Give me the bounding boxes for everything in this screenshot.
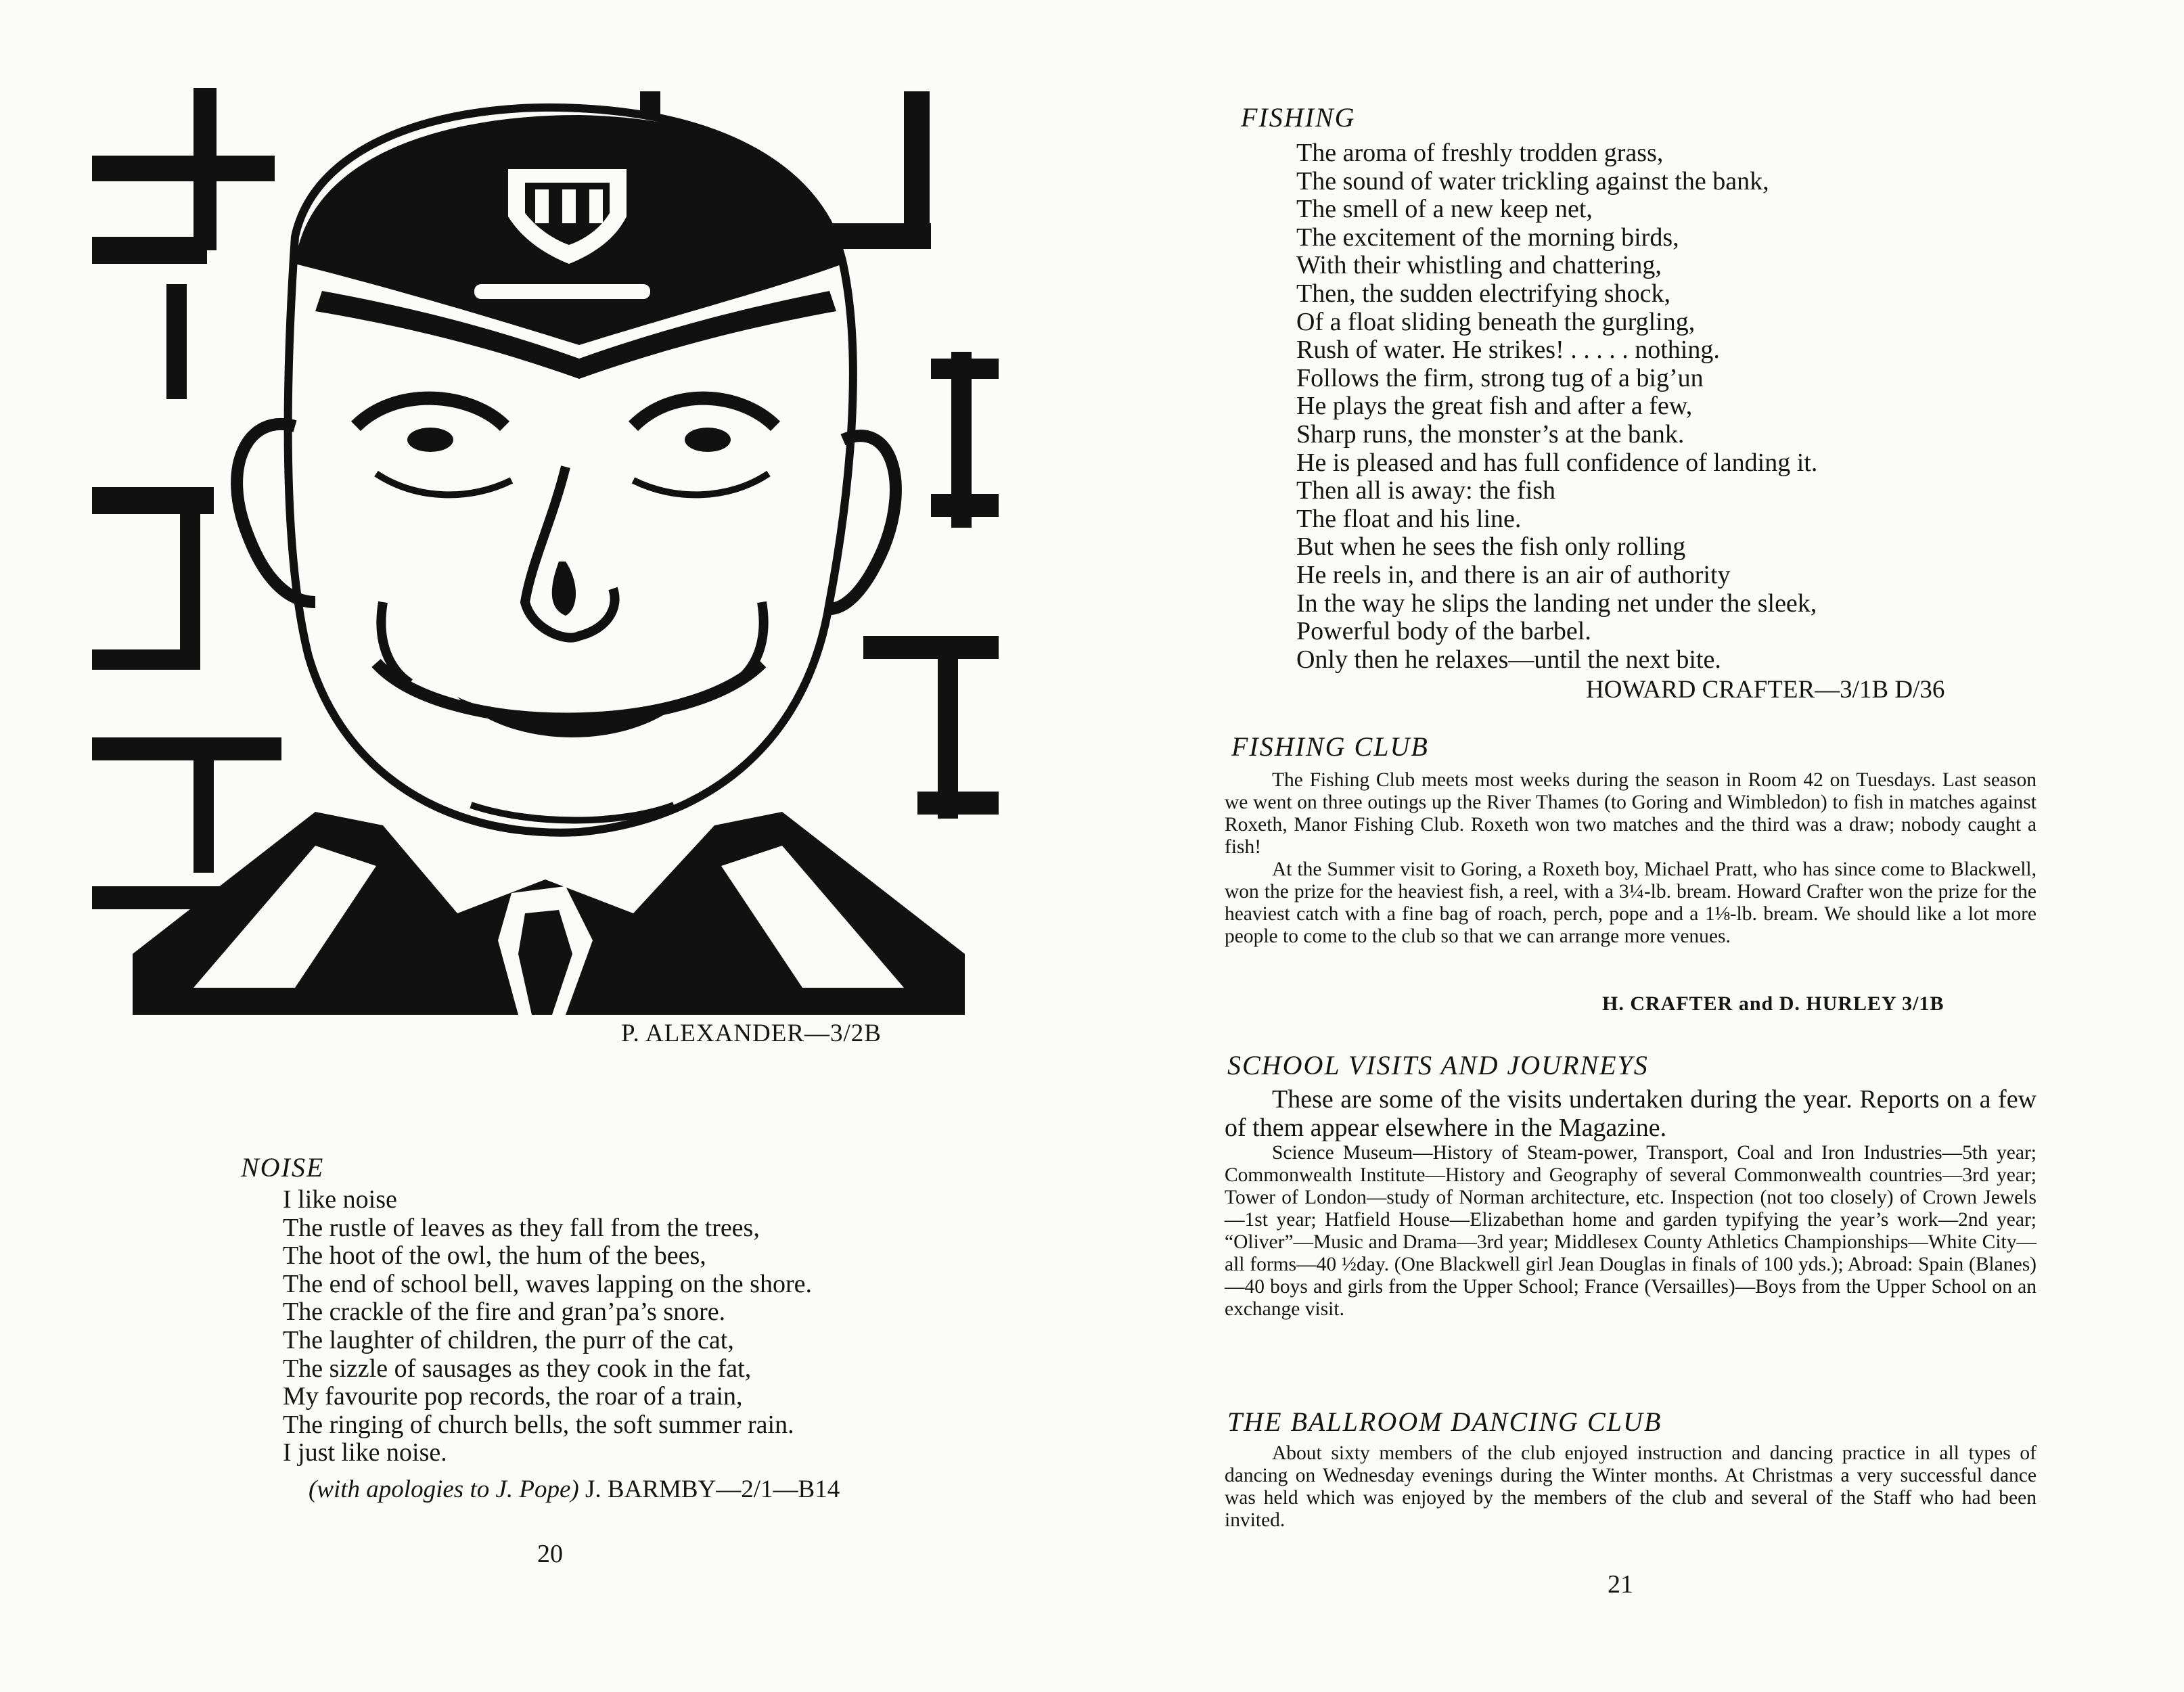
paragraph: Science Museum—History of Steam-power, Transport, Coal and Iron Industries—5th year; Commonwealth Institute—History and Geography of several Commonwealth countries—3rd year; Tower of London—study of Norman architecture, etc. Inspection (not too closely) of Crown Jewels—1st year; Hatfield House—Elizabethan home and garden typifying the year’s work—2nd year; “Oliver”—Music and Drama—3rd year; Middlesex County Athletics Championships—White City—all forms—40 ½day. (One Blackwell girl Jean Douglas in finals of 100 yds.); Abroad: Spain (Blanes)—40 boys and girls from the Upper School; France (Versailles)—Boys from the Upper School on an exchange visit.	[1225, 1142, 2037, 1320]
noise-author: J. BARMBY—2/1—B14	[585, 1476, 840, 1503]
paragraph: These are some of the visits undertaken during the year. Reports on a few of them appear elsewhere in the Magazine.	[1225, 1085, 2037, 1142]
poem-line: I just like noise.	[283, 1438, 447, 1467]
noise-poem	[283, 1186, 812, 1467]
poem-line: Rush of water. He strikes! . . . . . nothing.	[1296, 336, 1720, 365]
fishing-author: HOWARD CRAFTER—3/1B D/36	[1586, 676, 1945, 704]
poem-line: In the way he slips the landing net under the sleek,	[1296, 589, 1817, 618]
fishing-poem	[1296, 139, 1817, 674]
poem-line: The aroma of freshly trodden grass,	[1296, 139, 1664, 167]
paragraph: At the Summer visit to Goring, a Roxeth boy, Michael Pratt, who has since come to Blackwell, won the prize for the heaviest fish, a reel, with a 3¼-lb. bream. Howard Crafter won the prize for the heaviest catch with a fine bag of roach, perch, pope and a 1⅛-lb. bream. We should like a lot more people to come to the club so that we can arrange more venues.	[1225, 859, 2037, 947]
poem-line: Only then he relaxes—until the next bite.	[1296, 645, 1721, 674]
linocut-portrait-illustration	[92, 88, 999, 1015]
fishing-club-body	[1225, 769, 2037, 948]
illustration-caption: P. ALEXANDER—3/2B	[621, 1020, 882, 1047]
noise-attribution	[309, 1475, 840, 1504]
poem-line: The laughter of children, the purr of the cat,	[283, 1325, 734, 1354]
poem-line: The ringing of church bells, the soft summer rain.	[283, 1410, 794, 1439]
fishing-title: FISHING	[1241, 102, 1356, 133]
paragraph: About sixty members of the club enjoyed instruction and dancing practice in all types of dancing on Wednesday evenings during the Winter months. At Christmas a very successful dance was held which was enjoyed by the members of the club and several of the Staff who had been invited.	[1225, 1442, 2037, 1531]
poem-line: He reels in, and there is an air of authority	[1296, 560, 1731, 589]
poem-line: My favourite pop records, the roar of a train,	[283, 1382, 743, 1411]
poem-line: The float and his line.	[1296, 504, 1522, 533]
noise-title: NOISE	[241, 1152, 325, 1183]
page-number-right: 21	[1608, 1570, 1633, 1599]
poem-line: I like noise	[283, 1185, 397, 1214]
school-visits-title: SCHOOL VISITS AND JOURNEYS	[1227, 1050, 1649, 1080]
ballroom-body	[1225, 1442, 2037, 1532]
poem-line: Powerful body of the barbel.	[1296, 617, 1591, 646]
poem-line: Then, the sudden electrifying shock,	[1296, 279, 1670, 308]
fishing-club-title: FISHING CLUB	[1231, 731, 1429, 762]
poem-line: Of a float sliding beneath the gurgling,	[1296, 307, 1696, 336]
school-visits-list	[1225, 1142, 2037, 1321]
apology-note: (with apologies to J. Pope)	[309, 1476, 579, 1503]
poem-line: The smell of a new keep net,	[1296, 195, 1593, 224]
poem-line: With their whistling and chattering,	[1296, 251, 1662, 280]
poem-line: The sound of water trickling against the bank,	[1296, 166, 1769, 196]
poem-line: The hoot of the owl, the hum of the bees,	[283, 1241, 706, 1271]
poem-line: The end of school bell, waves lapping on the shore.	[283, 1269, 812, 1298]
page-number-left: 20	[537, 1540, 563, 1568]
poem-line: The rustle of leaves as they fall from the trees,	[283, 1213, 760, 1242]
poem-line: But when he sees the fish only rolling	[1296, 532, 1686, 562]
poem-line: He is pleased and has full confidence of landing it.	[1296, 448, 1818, 477]
school-visits-intro	[1225, 1085, 2037, 1142]
fishing-club-signature: H. CRAFTER and D. HURLEY 3/1B	[1602, 992, 1944, 1015]
poem-line: The sizzle of sausages as they cook in the fat,	[283, 1354, 752, 1383]
ballroom-title: THE BALLROOM DANCING CLUB	[1227, 1407, 1662, 1437]
poem-line: Then all is away: the fish	[1296, 476, 1556, 505]
paragraph: The Fishing Club meets most weeks during the season in Room 42 on Tuesdays. Last season we went on three outings up the River Thames (to Goring and Wimbledon) to fish in matches against Roxeth, Manor Fishing Club. Roxeth won two matches and the third was a draw; nobody caught a fish!	[1225, 769, 2037, 858]
poem-line: Sharp runs, the monster’s at the bank.	[1296, 419, 1685, 449]
poem-line: He plays the great fish and after a few,	[1296, 392, 1693, 421]
poem-line: The crackle of the fire and gran’pa’s snore.	[283, 1298, 726, 1327]
poem-line: The excitement of the morning birds,	[1296, 223, 1679, 252]
right-page	[1092, 0, 2184, 1692]
poem-line: Follows the firm, strong tug of a big’un	[1296, 363, 1704, 392]
